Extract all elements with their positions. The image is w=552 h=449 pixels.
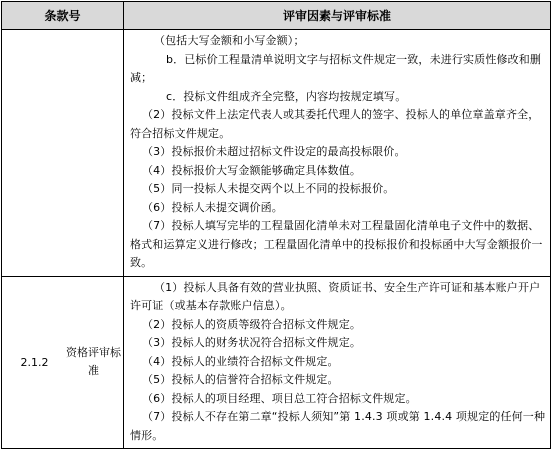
criteria-line: （4）投标人的业绩符合招标文件规定。 [142,354,339,368]
criteria-line: （1）投标人具备有效的营业执照、资质证书、安全生产许可证和基本账户开户许可证（或基本存款账户信息）。 [130,280,541,312]
evaluation-table [1,1,551,449]
criteria-line: （5）同一投标人未提交两个以上不同的投标报价。 [142,182,395,195]
criteria-line: （3）投标报价未超过招标文件设定的最高投标限价。 [142,145,406,158]
criteria-cell [124,276,551,449]
clause-label: 资格评审标准 [66,346,121,378]
clause-number: 2.1.2 [20,355,49,369]
header-criteria: 评审因素与评审标准 [124,2,551,30]
clause-cell [2,276,124,449]
criteria-cell [124,30,551,277]
criteria-line: b．已标价工程量清单说明文字与招标文件规定一致，未进行实质性修改和删减； [130,52,542,84]
criteria-line: （6）投标人的项目经理、项目总工符合招标文件规定。 [142,391,417,405]
table-row [2,276,551,449]
table-header-row [2,2,551,30]
criteria-line: （2）投标人的资质等级符合招标文件规定。 [142,317,361,331]
criteria-line: （6）投标人未提交调价函。 [142,200,283,214]
criteria-line: （3）投标人的财务状况符合招标文件规定。 [142,336,361,349]
header-clause-number: 条款号 [2,2,124,30]
criteria-line: （2）投标文件上法定代表人或其委托代理人的签字、投标人的单位章盖章齐全，符合招标文件规定。 [130,108,540,140]
criteria-line: （7）投标人填写完毕的工程量固化清单未对工程量固化清单电子文件中的数据、格式和运算定义进行修改；工程量固化清单中的投标报价和投标函中大写金额报价一致。 [130,219,543,269]
criteria-line: c．投标文件组成齐全完整，内容均按规定填写。 [166,89,407,103]
criteria-line: （4）投标报价大写金额能够确定具体数值。 [142,163,361,177]
criteria-line: （7）投标人不存在第二章“投标人须知”第 1.4.3 项或第 1.4.4 项规定的任何一种情形。 [130,410,546,442]
table-row [2,30,551,277]
clause-cell-empty [2,30,124,277]
criteria-line: （包括大写金额和小写金额）； [154,34,305,47]
criteria-line: （5）投标人的信誉符合招标文件规定。 [142,373,339,386]
